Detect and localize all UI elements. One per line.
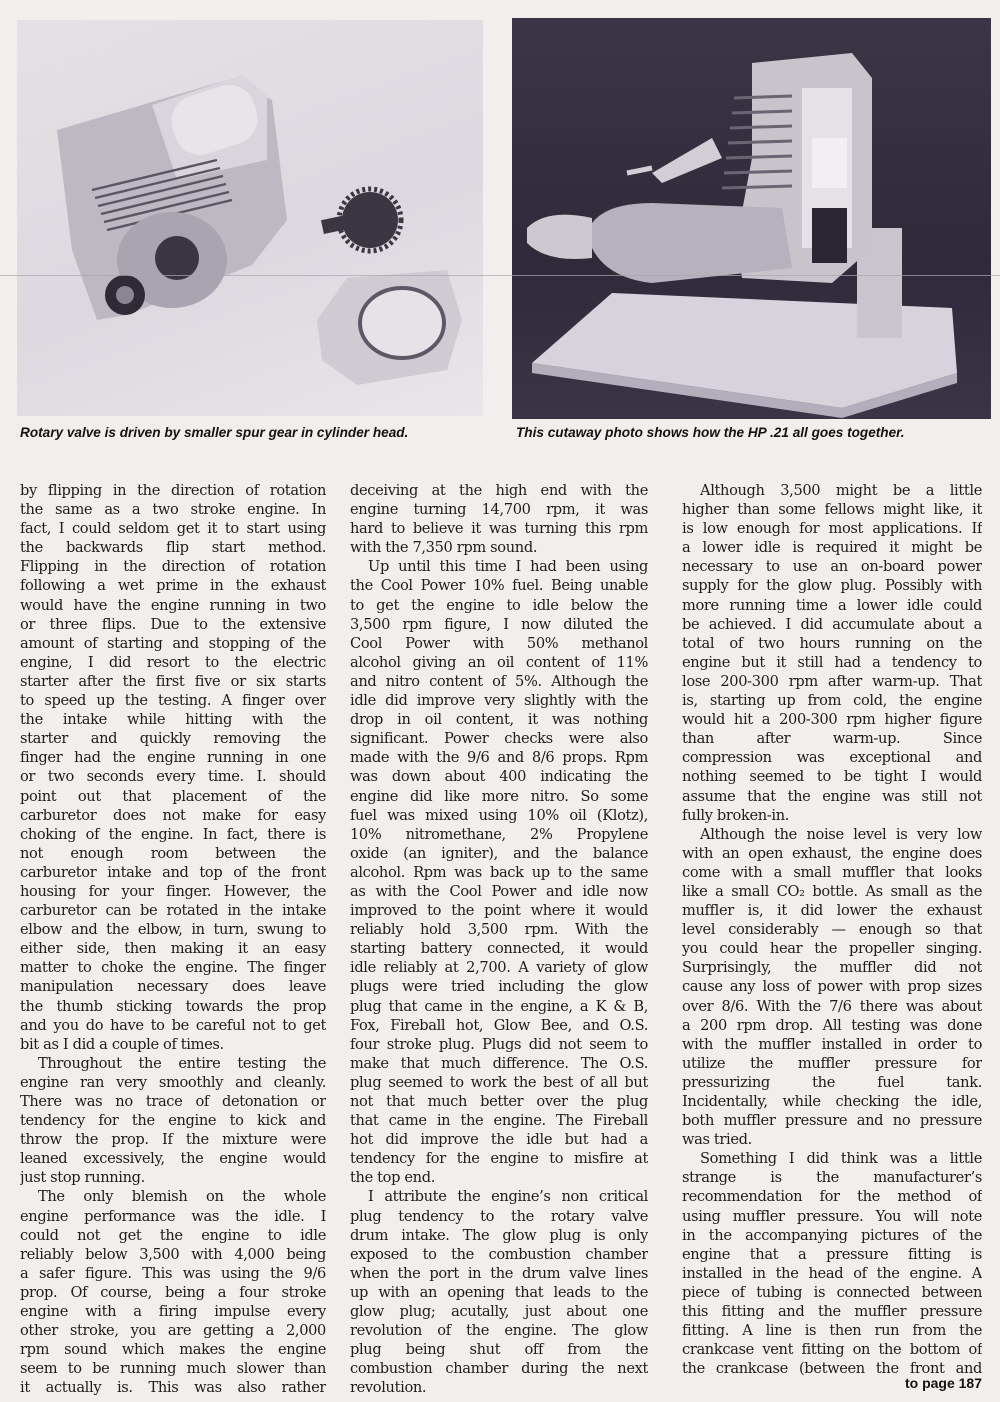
text-line: starter and quickly removing the (20, 730, 326, 748)
text-line: reliably below 3,500 with 4,000 being (20, 1245, 326, 1263)
text-line: engine, I did resort to the electric (20, 653, 326, 671)
text-line: be achieved. I did accumulate about a (682, 615, 982, 633)
text-line: tendency for the engine to kick and (20, 1112, 326, 1130)
text-line: bit as I did a couple of times. (20, 1035, 224, 1053)
text-line: the top end. (350, 1169, 435, 1187)
text-line: over 8/6. With the 7/6 there was about (682, 997, 982, 1015)
cutaway-illustration (512, 18, 991, 419)
text-line: rpm sound which makes the engine (20, 1341, 326, 1359)
text-line: Flipping in the direction of rotation (20, 558, 326, 576)
text-line: more running time a lower idle could (682, 596, 982, 614)
text-line: not that much better over the plug (350, 1093, 648, 1110)
text-line: housing for your finger. However, the (20, 882, 326, 900)
text-line: prop. Of course, being a four stroke (20, 1283, 326, 1301)
photo-caption-right: This cutaway photo shows how the HP .21 all goes together. (516, 425, 905, 440)
text-line: other stroke, you are getting a 2,000 (20, 1322, 326, 1340)
text-line: is, starting up from cold, the engine (682, 692, 982, 710)
text-line: engine that a pressure fitting is (682, 1245, 982, 1263)
text-line: Up until this time I had been using (368, 558, 648, 576)
text-line: and you do have to be careful not to get (20, 1016, 326, 1034)
text-line: 10% nitromethane, 2% Propylene (350, 825, 648, 843)
text-line: following a wet prime in the exhaust (20, 577, 326, 595)
text-line: finger had the engine running in one (20, 749, 326, 767)
text-line: exposed to the combustion chamber (350, 1245, 648, 1263)
text-column-3 (682, 481, 982, 1378)
text-line: Something I did think was a little (700, 1150, 982, 1168)
text-line: amount of starting and stopping of the (20, 634, 326, 652)
text-line: crankcase vent fitting on the bottom of (682, 1341, 982, 1359)
text-line: using muffler pressure. You will note (682, 1207, 982, 1225)
text-line: fact, I could seldom get it to start using (20, 520, 326, 538)
text-line: engine with a firing impulse every (20, 1303, 326, 1321)
text-line: choking of the engine. In fact, there is (20, 825, 326, 843)
text-line: Incidentally, while checking the idle, (682, 1093, 982, 1110)
text-line: combustion chamber during the next (350, 1360, 648, 1378)
text-line: plugs were tried including the glow (350, 978, 648, 996)
text-line: manipulation necessary does leave (20, 978, 326, 996)
text-line: alcohol giving an oil content of 11% (350, 653, 648, 671)
text-line: The only blemish on the whole (38, 1188, 326, 1206)
text-line: significant. Power checks were also (350, 730, 648, 748)
text-line: plug that came in the engine, a K & B, (350, 997, 648, 1015)
text-line: to speed up the testing. A finger over (20, 692, 326, 710)
horizontal-rule (0, 275, 1000, 276)
text-line: engine ran very smoothly and cleanly. (20, 1073, 326, 1091)
text-line: a safer figure. This was using the 9/6 (20, 1264, 326, 1282)
text-line: was tried. (682, 1131, 752, 1149)
text-line: engine turning 14,700 rpm, it was (350, 501, 648, 519)
text-line: engine did like more nitro. So some (350, 787, 648, 805)
text-line: nothing seemed to be tight I would (682, 768, 982, 786)
text-line: seem to be running much slower than (20, 1360, 326, 1378)
text-line: up with an opening that leads to the (350, 1283, 648, 1301)
text-line: deceiving at the high end with the (350, 482, 648, 499)
text-line: the crankcase (between the front and (682, 1360, 982, 1378)
text-line: Surprisingly, the muffler did not (682, 959, 982, 977)
text-line: with the 7,350 rpm sound. (350, 539, 538, 557)
text-line: would have the engine running in two (20, 596, 326, 614)
text-line: 3,500 rpm figure, I now diluted the (350, 615, 648, 633)
text-line: Although the noise level is very low (700, 825, 982, 843)
text-line: drop in oil content, it was nothing (350, 711, 648, 729)
text-line: plug seemed to work the best of all but (350, 1073, 648, 1091)
text-line: Throughout the entire testing the (38, 1054, 326, 1072)
text-column-2 (350, 481, 648, 1398)
text-line: carburetor does not make for easy (20, 806, 326, 824)
text-line: Fox, Fireball hot, Glow Bee, and O.S. (350, 1016, 648, 1034)
text-line: you could hear the propeller singing. (682, 940, 982, 958)
text-line: tendency for the engine to misfire at (350, 1150, 648, 1168)
text-line: recommendation for the method of (682, 1188, 982, 1206)
text-line: fuel was mixed using 10% oil (Klotz), (350, 806, 648, 824)
text-line: the intake while hitting with the (20, 711, 326, 729)
text-line: to get the engine to idle below the (350, 596, 648, 614)
text-line: hot did improve the idle but had a (350, 1131, 648, 1149)
text-line: by flipping in the direction of rotation (20, 482, 326, 499)
text-line: Cool Power with 50% methanol (350, 634, 648, 652)
text-line: not enough room between the (20, 844, 326, 862)
text-line: fitting. A line is then run from the (682, 1322, 982, 1340)
text-line: could not get the engine to idle (20, 1226, 326, 1244)
text-line: than after warm-up. Since (682, 730, 982, 748)
text-line: throw the prop. If the mixture were (20, 1131, 326, 1149)
text-line: pressurizing the fuel tank. (682, 1073, 982, 1091)
text-line: a lower idle is required it might be (682, 539, 982, 557)
text-line: with the muffler installed in order to (682, 1035, 982, 1053)
text-line: idle reliably at 2,700. A variety of glow (350, 959, 648, 977)
text-line: the same as a two stroke engine. In (20, 501, 326, 519)
text-line: make that much difference. The O.S. (350, 1054, 648, 1072)
text-line: four stroke plug. Plugs did not seem to (350, 1035, 648, 1053)
text-line: just stop running. (20, 1169, 145, 1187)
text-line: as with the Cool Power and idle now (350, 882, 648, 900)
engine-parts-illustration (17, 20, 483, 416)
text-line: improved to the point where it would (350, 902, 648, 920)
text-line: hard to believe it was turning this rpm (350, 520, 648, 538)
text-line: carburetor intake and top of the front (20, 863, 326, 881)
text-line: assume that the engine was still not (682, 787, 982, 805)
text-line: with an open exhaust, the engine does (682, 844, 982, 862)
text-line: oxide (an igniter), and the balance (350, 844, 648, 862)
text-line: it actually is. This was also rather (20, 1379, 326, 1397)
text-line: drum intake. The glow plug is only (350, 1226, 648, 1244)
text-line: supply for the glow plug. Possibly with (682, 577, 982, 595)
text-line: when the port in the drum valve lines (350, 1264, 648, 1282)
text-line: reliably hold 3,500 rpm. With the (350, 921, 648, 939)
photo-engine-rotary-valve (17, 20, 483, 416)
text-line: utilize the muffler pressure for (682, 1054, 982, 1072)
text-line: necessary to use an on-board power (682, 558, 982, 576)
text-line: a 200 rpm drop. All testing was done (682, 1016, 982, 1034)
engine-cutaway (527, 53, 872, 283)
text-column-1 (20, 481, 326, 1398)
text-line: Although 3,500 might be a little (700, 482, 982, 499)
text-line: plug being shut off from the (350, 1341, 648, 1359)
text-line: starting battery connected, it would (350, 940, 648, 958)
text-line: come with a small muffler that looks (682, 863, 982, 881)
text-line: engine performance was the idle. I (20, 1207, 326, 1225)
text-line: leaned excessively, the engine would (20, 1150, 326, 1168)
text-line: either side, then making it an easy (20, 940, 326, 958)
text-line: or three flips. Due to the extensive (20, 615, 326, 633)
text-line: matter to choke the engine. The finger (20, 959, 326, 977)
text-line: compression was exceptional and (682, 749, 982, 767)
text-line: level considerably — enough so that (682, 921, 982, 939)
text-line: cause any loss of power with prop sizes (682, 978, 982, 996)
text-line: installed in the head of the engine. A (682, 1264, 982, 1282)
text-line: carburetor can be rotated in the intake (20, 902, 326, 920)
engine-body (57, 75, 287, 320)
text-line: that came in the engine. The Fireball (350, 1112, 648, 1130)
text-line: glow plug; acutally, just about one (350, 1303, 648, 1321)
text-line: in the accompanying pictures of the (682, 1226, 982, 1244)
text-line: higher than some fellows might like, it (682, 501, 982, 519)
text-line: elbow and the elbow, in turn, swung to (20, 921, 326, 939)
text-line: I attribute the engine’s non critical (368, 1188, 648, 1206)
text-line: piece of tubing is connected between (682, 1283, 982, 1301)
text-line: made with the 9/6 and 8/6 props. Rpm (350, 749, 648, 767)
text-line: both muffler pressure and no pressure (682, 1112, 982, 1130)
text-line: the thumb sticking towards the prop (20, 997, 326, 1015)
text-line: alcohol. Rpm was back up to the same (350, 863, 648, 881)
spur-gear (321, 189, 401, 251)
text-line: revolution. (350, 1379, 427, 1397)
text-line: revolution of the engine. The glow (350, 1322, 648, 1340)
text-line: total of two hours running on the (682, 634, 982, 652)
photo-engine-cutaway (512, 18, 991, 419)
photo-caption-left: Rotary valve is driven by smaller spur gear in cylinder head. (20, 425, 409, 440)
text-line: this fitting and the muffler pressure (682, 1303, 982, 1321)
text-line: idle did improve very slightly with the (350, 692, 648, 710)
text-line: point out that placement of the (20, 787, 326, 805)
text-line: is low enough for most applications. If (682, 520, 982, 538)
continued-on-page: to page 187 (904, 1375, 982, 1391)
text-line: would hit a 200-300 rpm higher figure (682, 711, 982, 729)
text-line: muffler is, it did lower the exhaust (682, 902, 982, 920)
text-line: plug tendency to the rotary valve (350, 1207, 648, 1225)
text-line: the Cool Power 10% fuel. Being unable (350, 577, 648, 595)
text-line: There was no trace of detonation or (20, 1093, 326, 1110)
text-line: lose 200-300 rpm after warm-up. That (682, 672, 982, 690)
text-line: like a small CO₂ bottle. As small as the (682, 882, 982, 900)
text-line: strange is the manufacturer’s (682, 1169, 982, 1187)
text-line: or two seconds every time. I. should (20, 768, 326, 786)
backplate (317, 270, 462, 385)
text-line: was down about 400 indicating the (350, 768, 648, 786)
text-line: the backwards flip start method. (20, 539, 326, 557)
text-line: fully broken-in. (682, 806, 790, 824)
text-line: starter after the first five or six starts (20, 672, 326, 690)
text-line: and nitro content of 5%. Although the (350, 672, 648, 690)
text-line: engine but it still had a tendency to (682, 653, 982, 671)
